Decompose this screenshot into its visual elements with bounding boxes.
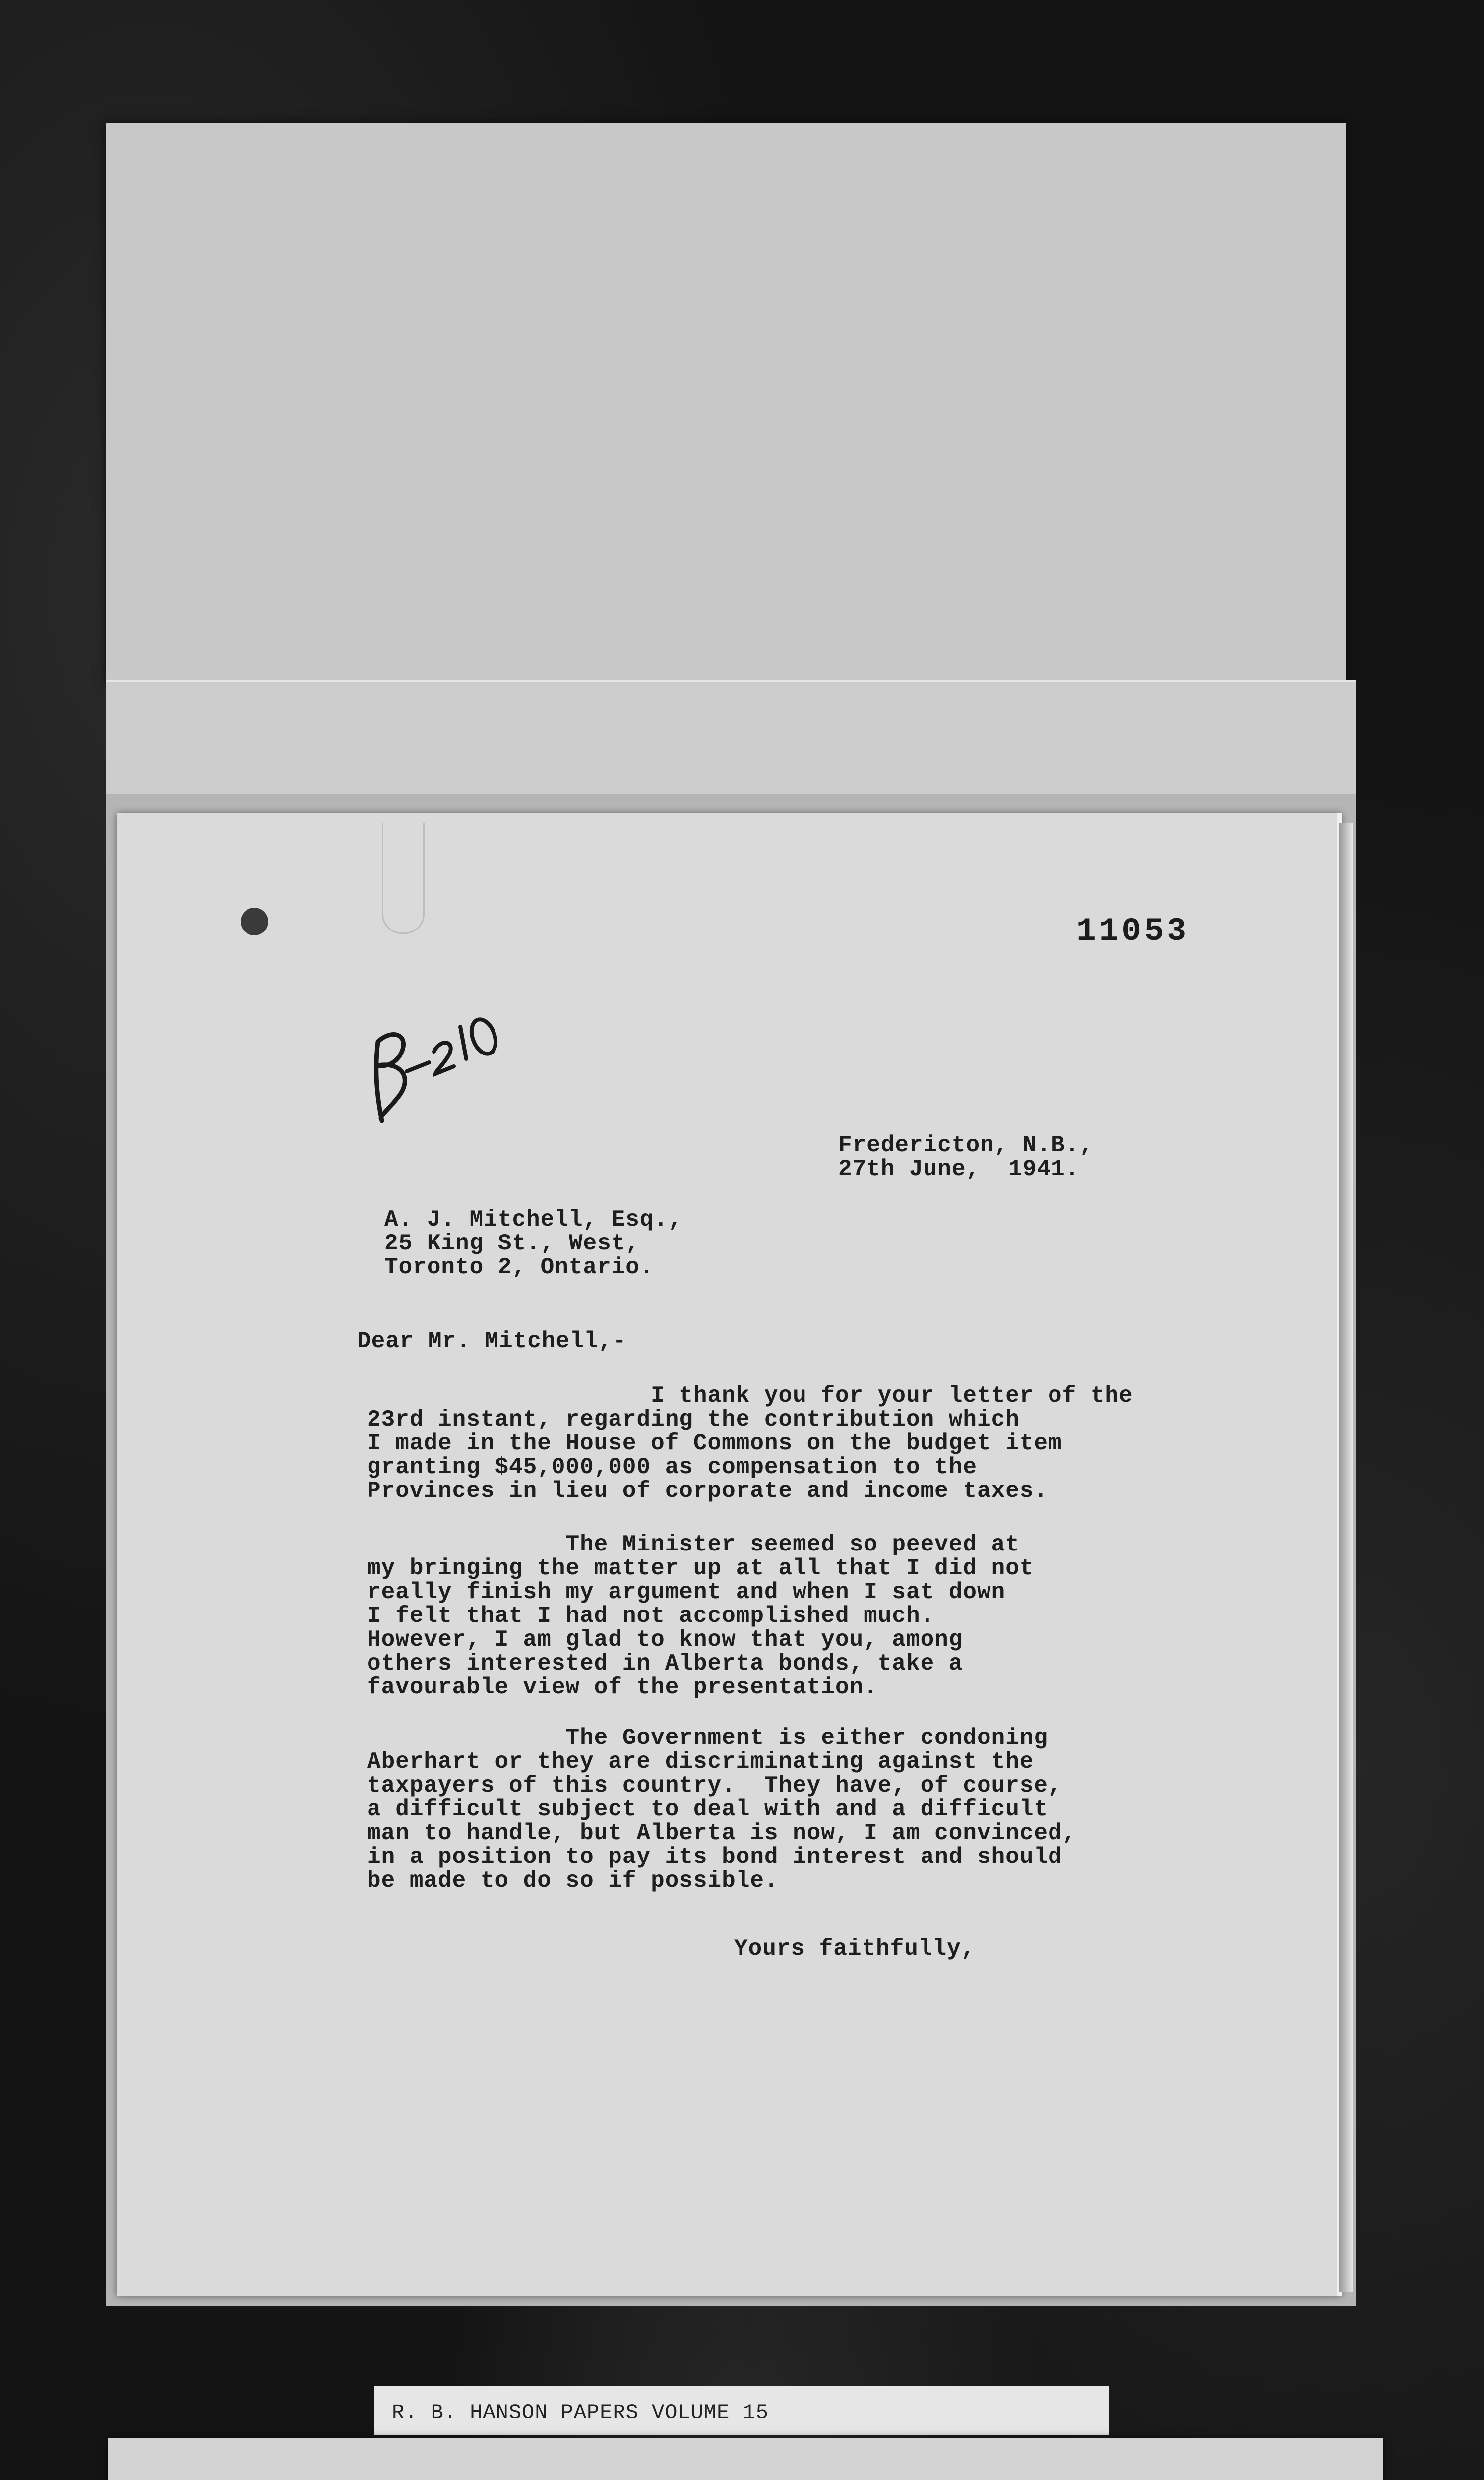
clip-mark bbox=[382, 823, 425, 934]
archive-stamp-card bbox=[108, 2438, 1383, 2480]
body-paragraph: I thank you for your letter of the 23rd instant, regarding the contribution which I made in the House of Commons on the budget item granting $45,000,000 as compensation to the Provinces in lieu of corporate and income taxes. bbox=[367, 1383, 1133, 1504]
recipient-address: A. J. Mitchell, Esq., 25 King St., West, Toronto 2, Ontario. bbox=[384, 1207, 682, 1280]
collection-label bbox=[374, 2386, 1109, 2435]
handwritten-reference bbox=[347, 997, 506, 1126]
salutation: Dear Mr. Mitchell,- bbox=[357, 1328, 627, 1354]
collection-label-text: R. B. HANSON PAPERS VOLUME 15 bbox=[392, 2401, 769, 2424]
document-number: 11053 bbox=[1076, 913, 1190, 950]
body-paragraph: The Government is either condoning Aberhart or they are discriminating against the taxpayers of this country. They have, of course, a difficult subject to deal with and a difficult man to handle, but Alberta is now, I am convinced, in a position to pay its bond interest and should be made to do so if possible. bbox=[367, 1725, 1077, 1894]
back-sheet bbox=[106, 123, 1346, 683]
middle-sheet bbox=[106, 680, 1356, 801]
punch-hole bbox=[241, 908, 268, 935]
place-and-date: Fredericton, N.B., 27th June, 1941. bbox=[838, 1132, 1094, 1182]
body-paragraph: The Minister seemed so peeved at my bringing the matter up at all that I did not really finish my argument and when I sat down I felt that I had not accomplished much. However, I am glad to know that you, among others interested in Alberta bonds, take a favourable view of the presentation. bbox=[367, 1532, 1034, 1700]
page-edge bbox=[1339, 823, 1353, 2292]
closing: Yours faithfully, bbox=[734, 1936, 976, 1962]
